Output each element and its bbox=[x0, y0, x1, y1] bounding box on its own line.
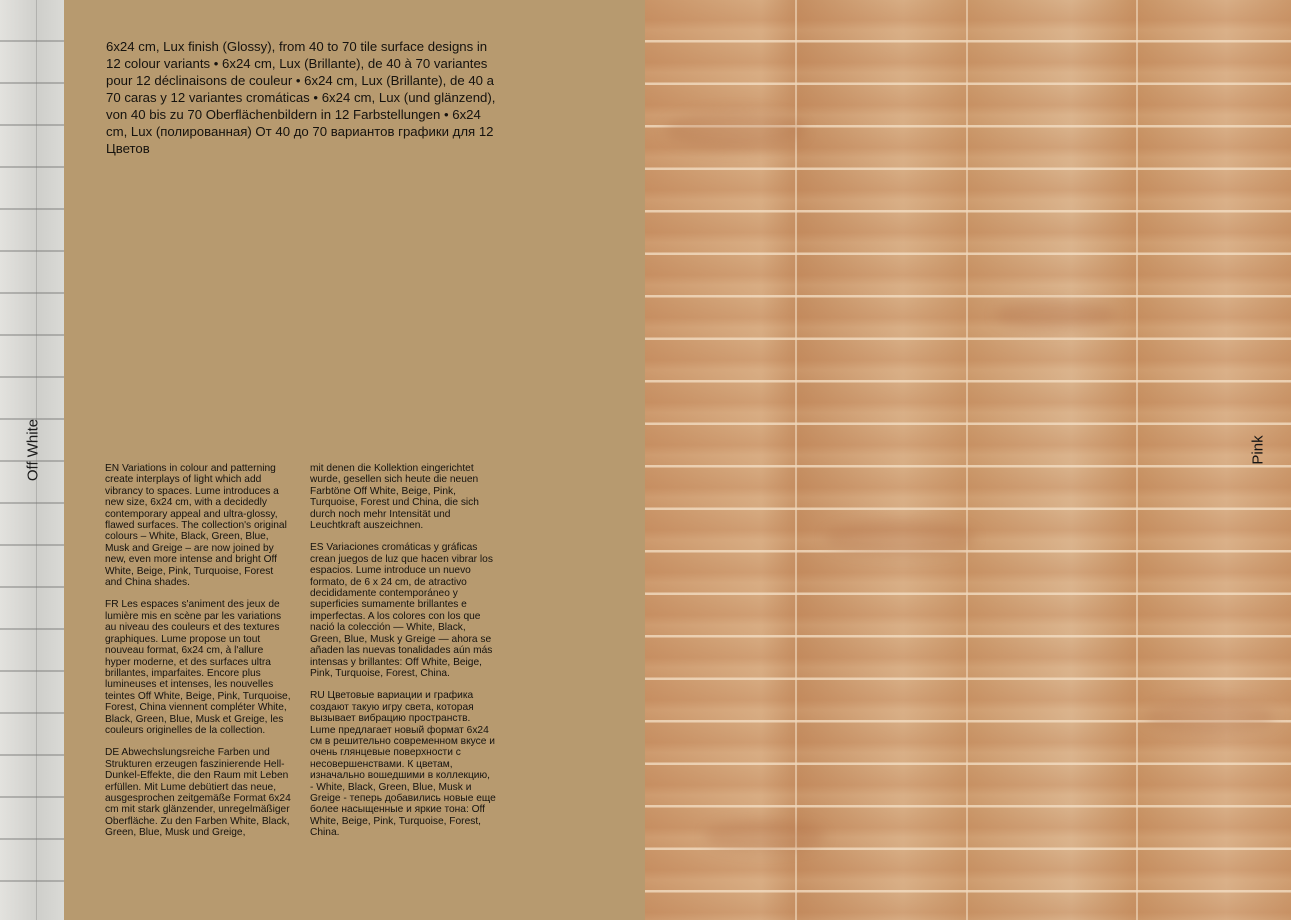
paragraph-en: EN Variations in colour and patterning create interplays of light which add vibrancy to spaces. Lume introduces a new size, 6x24 cm, with a decidedly contemporary appeal and ultra-glossy, flawed surfaces. The collection's original colours – White, Black, Green, Blue, Musk and Greige – are now joined by new, even more intense and bright Off White, Beige, Pink, Turquoise, Forest and China shades. bbox=[105, 463, 287, 589]
glaze-variation bbox=[825, 520, 975, 556]
tile-joint bbox=[1136, 0, 1138, 920]
paragraph-de-continued: mit denen die Kollektion eingerichtet wurde, gesellen sich heute die neuen Farbtöne Off White, Beige, Pink, Turquoise, Forest und China, die sich durch noch mehr Intensität und Leuchtkraft auszeichnen. bbox=[310, 463, 479, 532]
paragraph-ru: RU Цветовые вариации и графика создают такую игру света, которая вызывает вибрацию пространств. Lume предлагает новый формат 6x24 см в решительно современном вкусе и очень глянцевые поверхности с несовершенствами. К цветам, изначально вошедшими в коллекцию, - White, Black, Green, Blue, Musk и Greige - теперь добавились новые еще более насыщенные и яркие тона: Off White, Beige, Pink, Turquoise, Forest, China. bbox=[310, 690, 496, 839]
text-panel bbox=[64, 0, 645, 920]
paragraph-es: ES Variaciones cromáticas y gráficas crean juegos de luz que hacen vibrar los espacios. Lume introduce un nuevo formato, de 6 x 24 cm, de atractivo decididamente contemporáneo y superficies sumamente brillantes e imperfectas. A los colores con los que nació la colección — White, Black, Green, Blue, Musk y Greige — ahora se añaden las nuevas tonalidades aún más intensas y brillantes: Off White, Beige, Pink, Turquoise, Forest, China. bbox=[310, 542, 493, 679]
text-column-1 bbox=[105, 463, 291, 850]
pink-tile-photo bbox=[645, 0, 1291, 920]
glaze-variation bbox=[995, 300, 1115, 330]
off-white-label: Off White bbox=[24, 418, 42, 482]
glaze-variation bbox=[1145, 700, 1275, 734]
glaze-variation bbox=[705, 820, 825, 852]
pink-label: Pink bbox=[1249, 435, 1267, 465]
text-column-2 bbox=[310, 463, 496, 850]
paragraph-de: DE Abwechslungsreiche Farben und Strukturen erzeugen faszinierende Hell-Dunkel-Effekte, die den Raum mit Leben erfüllen. Mit Lume debütiert das neue, ausgesprochen zeitgemäße Format 6x24 cm mit stark glänzender, unregelmäßiger Oberfläche. Zu den Farben White, Black, Green, Blue, Musk und Greige, bbox=[105, 747, 291, 839]
tile-joint bbox=[966, 0, 968, 920]
glaze-variation bbox=[665, 110, 805, 150]
paragraph-fr: FR Les espaces s'animent des jeux de lumière mis en scène par les variations au niveau des couleurs et des textures graphiques. Lume propose un tout nouveau format, 6x24 cm, à l'allure hyper moderne, et des surfaces ultra brillantes, imparfaites. Encore plus lumineuses et intenses, les nouvelles teintes Off White, Beige, Pink, Turquoise, Forest, China viennent compléter White, Black, Green, Blue, Musk et Greige, les couleurs originelles de la collection. bbox=[105, 599, 291, 736]
headline: 6x24 cm, Lux finish (Glossy), from 40 to 70 tile surface designs in 12 colour variants • 6x24 cm, Lux (Brillante), de 40 à 70 variantes pour 12 déclinaisons de couleur • 6x24 cm, Lux (Brillante), de 40 a 70 caras y 12 variantes cromáticas • 6x24 cm, Lux (und glänzend), von 40 bis zu 70 Oberflächenbildern in 12 Farbstellungen • 6x24 cm, Lux (полированная) От 40 до 70 вариантов графики для 12 Цветов bbox=[106, 39, 496, 156]
